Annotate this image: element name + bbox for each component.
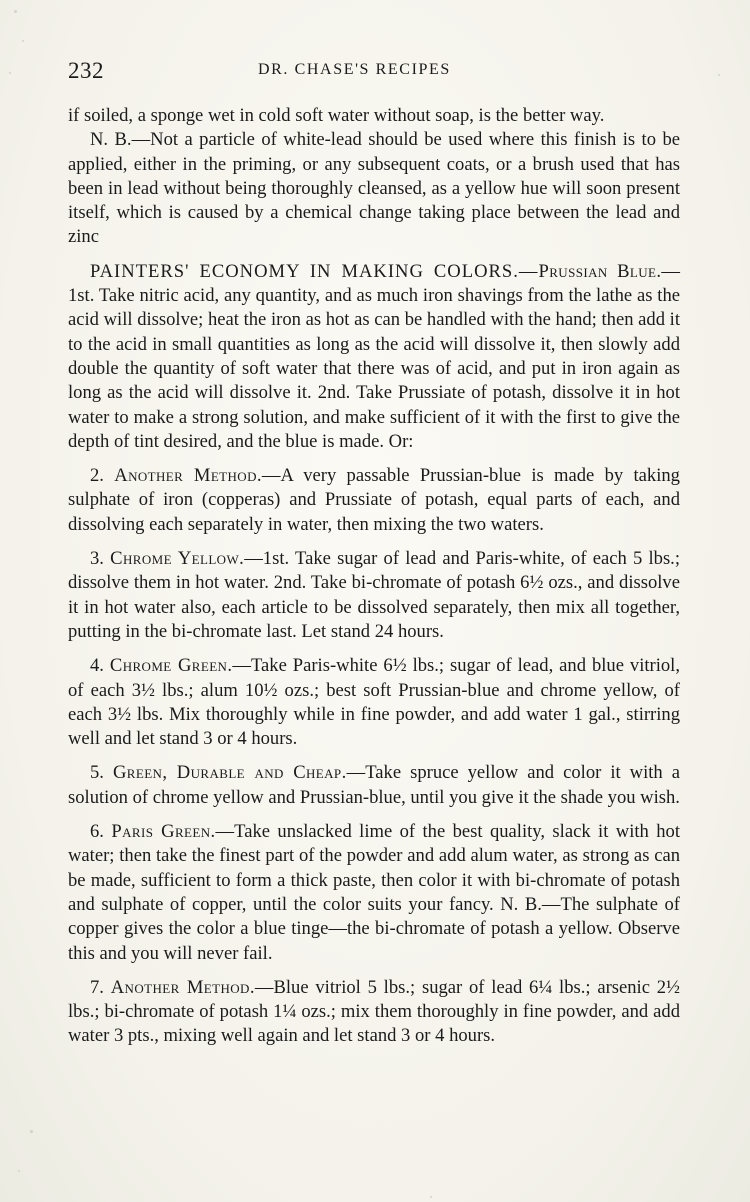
running-head: DR. CHASE'S RECIPES: [258, 61, 451, 78]
recipe-number: 4.: [90, 655, 104, 677]
recipe-number: 6.: [90, 821, 104, 843]
recipe-title: Chrome Green.: [109, 655, 233, 677]
recipe-number: 3.: [90, 548, 104, 570]
recipe-text: —Take spruce yellow and color it with a solution of chrome yellow and Prussian-blue, until you give it the shade you wish.: [68, 762, 680, 808]
page-header: [68, 58, 680, 88]
paragraph-note: [68, 128, 680, 249]
recipe-chrome-yellow: [68, 547, 680, 644]
recipe-number: 5.: [90, 762, 104, 784]
recipe-chrome-green: [68, 654, 680, 751]
recipe-title: Prussian Blue.: [538, 260, 662, 282]
paragraph-continuation: [68, 104, 680, 128]
page-body: [68, 104, 680, 1059]
recipe-prussian-blue-alt: [68, 464, 680, 537]
paper-speck: [14, 10, 17, 13]
paragraph-text: N. B.—Not a particle of white-lead should be used where this finish is to be applied, either in the priming, or any subsequent coats, or a brush used that has been in lead without being thoroughly cleansed, as a yellow hue will soon present itself, which is caused by a chemical change taking place between the lead and zinc: [68, 129, 680, 248]
recipe-text: —Take Paris-white 6½ lbs.; sugar of lead, and blue vitriol, of each 3½ lbs.; alum 10½ ozs.; best soft Prussian-blue and chrome yellow, of each 3½ lbs. Mix thoroughly while in fine powder, and add water 1 gal., stirring well and let stand 3 or 4 hours.: [68, 655, 680, 750]
paper-speck: [22, 40, 24, 42]
recipe-prussian-blue: [68, 260, 680, 454]
recipe-title: Paris Green.: [111, 821, 216, 843]
recipe-number: 7.: [90, 976, 104, 998]
page-number: 232: [68, 58, 104, 83]
recipe-number: 2.: [90, 465, 104, 487]
paper-speck: [18, 1170, 20, 1172]
section-heading: PAINTERS' ECONOMY IN MAKING COLORS.—: [90, 260, 539, 282]
recipe-title: Chrome Yellow.: [110, 548, 245, 570]
recipe-title: Another Method.: [110, 976, 255, 998]
paper-speck: [30, 1130, 33, 1133]
recipe-text: —A very passable Prussian-blue is made by taking sulphate of iron (copperas) and Prussiate of potash, equal parts of each, and dissolving each separately in water, then mixing the two waters.: [68, 465, 680, 535]
recipe-paris-green: [68, 820, 680, 966]
paper-speck: [9, 72, 11, 74]
paragraph-text: if soiled, a sponge wet in cold soft water without soap, is the better way.: [68, 105, 605, 126]
recipe-title: Another Method.: [114, 465, 262, 487]
paper-speck: [718, 74, 720, 76]
recipe-green-durable: [68, 761, 680, 810]
recipe-title: Green, Durable and Cheap.: [112, 762, 347, 784]
recipe-text: —1st. Take nitric acid, any quantity, and as much iron shavings from the lathe as the acid will dissolve; heat the iron as hot as can be handled with the hand; then add it to the acid in small quantities as long as the acid will dissolve it, then slowly add double the quantity of soft water that there was of acid, and put in iron again as long as the acid will dissolve it. 2nd. Take Prussiate of potash, dissolve it in hot water to make a strong solution, and make sufficient of it with the first to give the depth of tint desired, and the blue is made. Or:: [68, 260, 680, 452]
recipe-text: —Blue vitriol 5 lbs.; sugar of lead 6¼ lbs.; arsenic 2½ lbs.; bi-chromate of potash 1¼ ozs.; mix them thoroughly in fine powder, and add water 3 pts., mixing well again and let stand 3 or 4 hours.: [68, 976, 680, 1047]
recipe-text: —1st. Take sugar of lead and Paris-white, of each 5 lbs.; dissolve them in hot water. 2nd. Take bi-chromate of potash 6½ ozs., and dissolve it in hot water also, each article to be dissolved separately, then mix all together, putting in the bi-chromate last. Let stand 24 hours.: [68, 548, 680, 642]
paper-speck: [430, 1196, 432, 1198]
recipe-text: —Take unslacked lime of the best quality, slack it with hot water; then take the finest part of the powder and add alum water, as strong as can be made, sufficient to form a thick paste, then color it with bi-chromate of potash and sulphate of copper, until the color suits your fancy. N. B.—The sulphate of copper gives the color a blue tinge—the bi-chromate of potash a yellow. Observe this and you will never fail.: [68, 821, 680, 964]
recipe-paris-green-alt: [68, 976, 680, 1049]
